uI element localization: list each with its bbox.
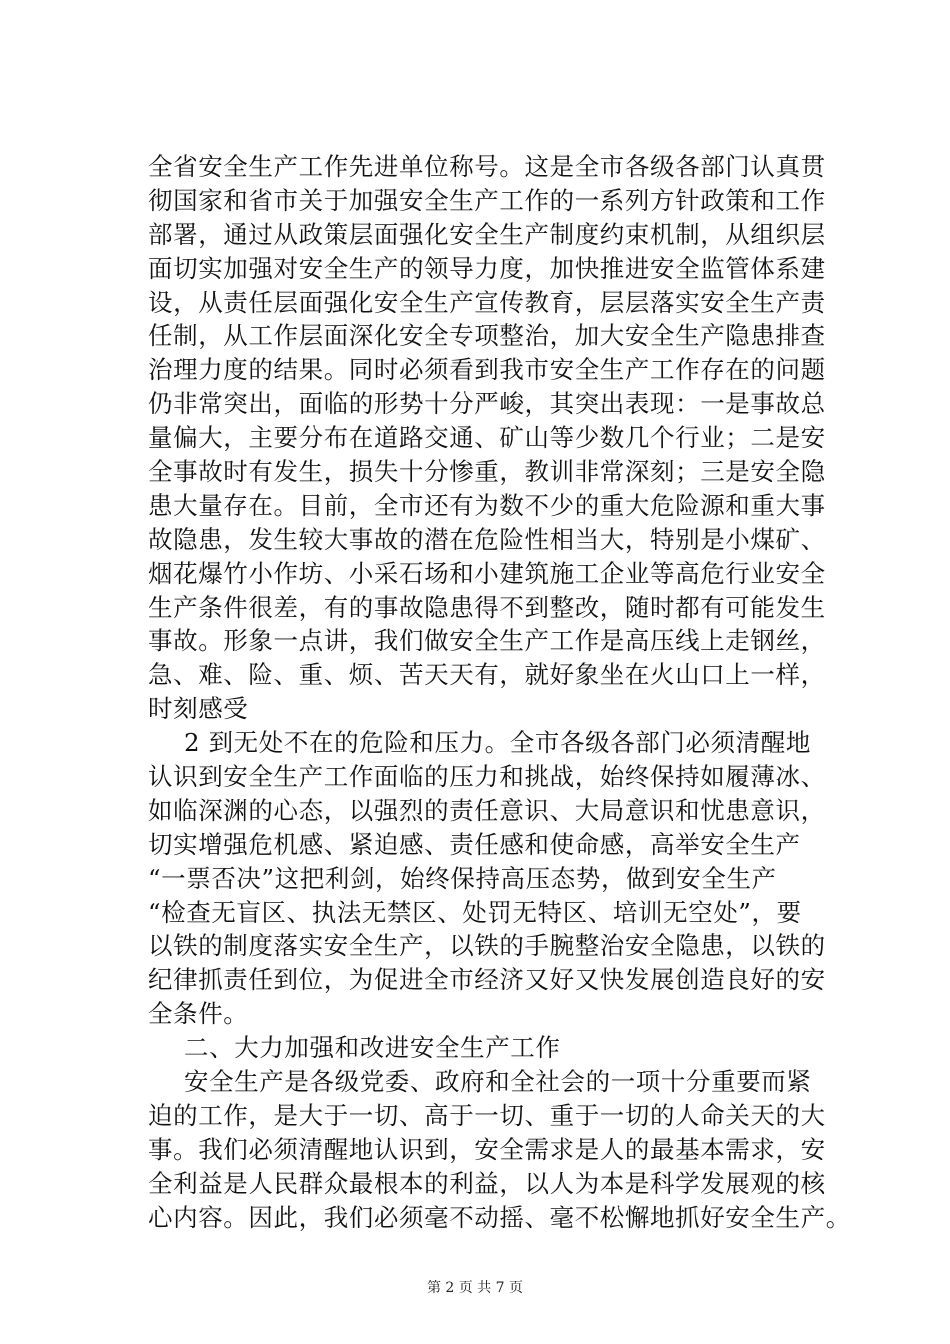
text-line: “一票否决”这把利剑，始终保持高压态势，做到安全生产 <box>148 863 777 893</box>
text-line: 迫的工作，是大于一切、高于一切、重于一切的人命关天的大 <box>148 1100 826 1130</box>
text-line: 面切实加强对安全生产的领导力度，加快推进安全监管体系建 <box>148 253 826 283</box>
text-line: 如临深渊的心态，以强烈的责任意识、大局意识和忧患意识， <box>148 795 826 825</box>
text-line: 事故。形象一点讲，我们做安全生产工作是高压线上走钢丝， <box>148 626 826 656</box>
body-text <box>148 150 851 1235</box>
text-line: 2 到无处不在的危险和压力。全市各级各部门必须清醒地 <box>184 728 811 758</box>
text-line: 心内容。因此，我们必须毫不动摇、毫不松懈地抓好安全生产。 <box>148 1202 851 1232</box>
text-line: 二、大力加强和改进安全生产工作 <box>184 1033 561 1063</box>
text-line: 认识到安全生产工作面临的压力和挑战，始终保持如履薄冰、 <box>148 762 826 792</box>
text-line: 仍非常突出，面临的形势十分严峻，其突出表现：一是事故总 <box>148 389 826 419</box>
page-footer: 第 2 页 共 7 页 <box>426 1280 524 1296</box>
text-line: 切实增强危机感、紧迫感、责任感和使命感，高举安全生产 <box>148 829 801 859</box>
text-line: 全利益是人民群众最根本的利益，以人为本是科学发展观的核 <box>148 1168 826 1198</box>
text-line: 生产条件很差，有的事故隐患得不到整改，随时都有可能发生 <box>148 592 826 622</box>
text-line: 故隐患，发生较大事故的潜在危险性相当大，特别是小煤矿、 <box>148 524 826 554</box>
text-line: 全省安全生产工作先进单位称号。这是全市各级各部门认真贯 <box>148 152 826 181</box>
text-line: 纪律抓责任到位，为促进全市经济又好又快发展创造良好的安 <box>148 965 826 995</box>
text-line: 患大量存在。目前，全市还有为数不少的重大危险源和重大事 <box>148 490 826 520</box>
text-line: 急、难、险、重、烦、苦天天有，就好象坐在火山口上一样， <box>148 660 826 690</box>
text-line: 部署，通过从政策层面强化安全生产制度约束机制，从组织层 <box>148 219 826 249</box>
text-line: 事。我们必须清醒地认识到，安全需求是人的最基本需求，安 <box>148 1134 826 1164</box>
text-line: 时刻感受 <box>148 694 249 724</box>
text-line: 彻国家和省市关于加强安全生产工作的一系列方针政策和工作 <box>148 185 826 215</box>
text-line: 全条件。 <box>148 999 249 1029</box>
text-line: 任制，从工作层面深化安全专项整治，加大安全生产隐患排查 <box>148 321 826 351</box>
text-line: “检查无盲区、执法无禁区、处罚无特区、培训无空处”，要 <box>148 897 802 927</box>
text-line: 安全生产是各级党委、政府和全社会的一项十分重要而紧 <box>184 1067 812 1097</box>
text-line: 烟花爆竹小作坊、小采石场和小建筑施工企业等高危行业安全 <box>148 558 826 588</box>
text-line: 全事故时有发生，损失十分惨重，教训非常深刻；三是安全隐 <box>148 457 826 487</box>
text-line: 量偏大，主要分布在道路交通、矿山等少数几个行业；二是安 <box>148 423 826 453</box>
text-line: 治理力度的结果。同时必须看到我市安全生产工作存在的问题 <box>148 355 826 385</box>
text-line: 设，从责任层面强化安全生产宣传教育，层层落实安全生产责 <box>148 287 826 317</box>
text-line: 以铁的制度落实安全生产，以铁的手腕整治安全隐患，以铁的 <box>148 931 826 961</box>
